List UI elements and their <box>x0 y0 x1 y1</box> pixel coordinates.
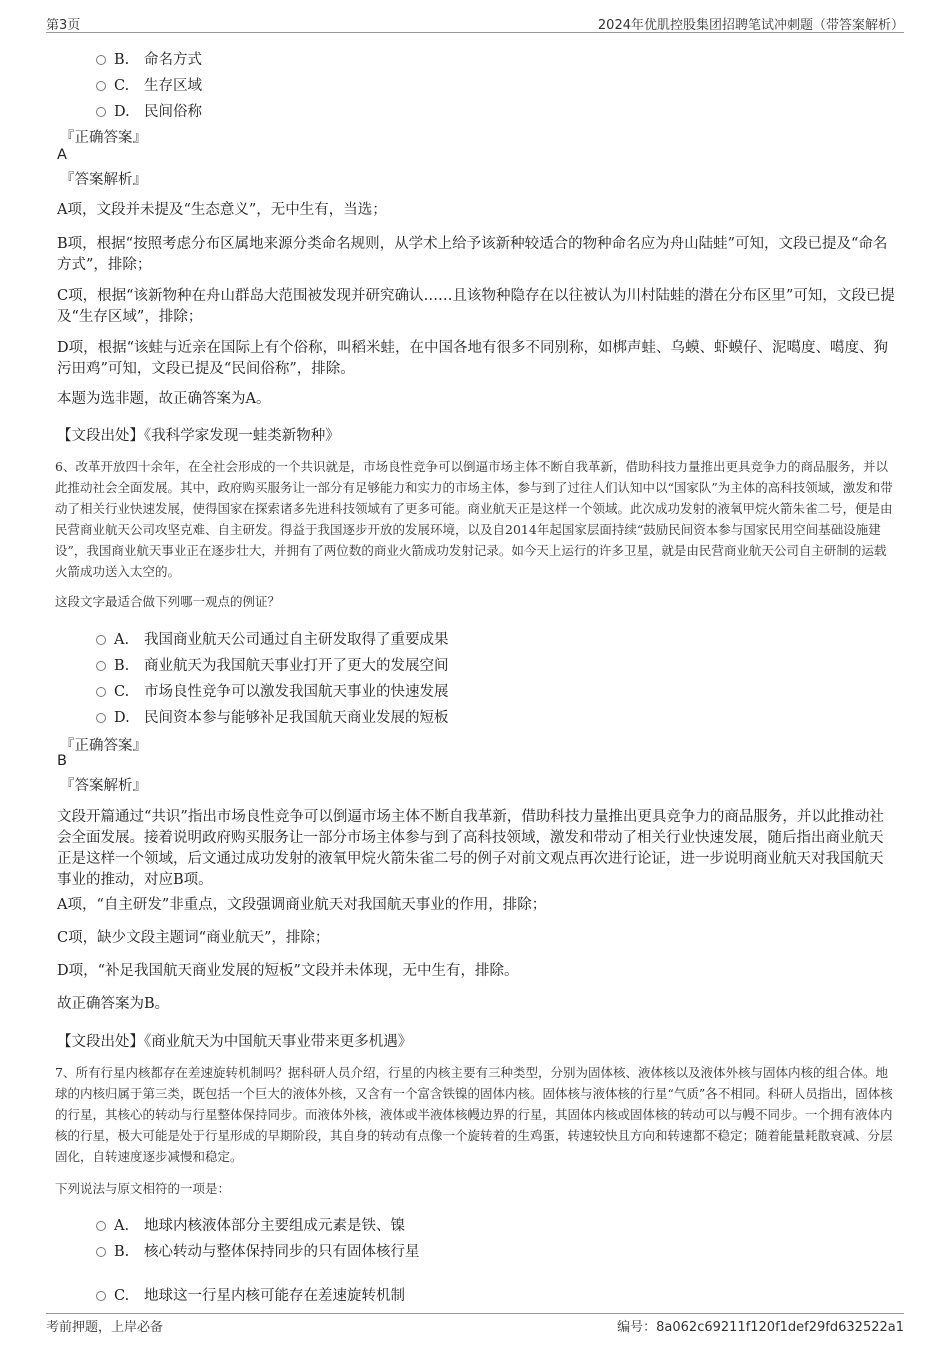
q6-analysis-label: 『答案解析』 <box>60 778 147 794</box>
radio-icon[interactable] <box>96 687 106 697</box>
footer-slogan: 考前押题，上岸必备 <box>46 1320 164 1335</box>
radio-icon[interactable] <box>96 1221 106 1231</box>
radio-icon[interactable] <box>96 81 106 91</box>
q6-conclusion: 故正确答案为B。 <box>57 996 170 1012</box>
q6-option-c[interactable]: C. 市场良性竞争可以激发我国航天事业的快速发展 <box>96 680 449 701</box>
q6-analysis-a: A项，“自主研发”非重点，文段强调商业航天对我国航天事业的作用，排除； <box>57 897 547 913</box>
page-number: 第3页 <box>46 18 81 33</box>
q7-option-a[interactable]: A. 地球内核液体部分主要组成元素是铁、镍 <box>96 1214 405 1235</box>
radio-icon[interactable] <box>96 713 106 723</box>
q5-analysis-a: A项，文段并未提及“生态意义”，无中生有，当选； <box>57 202 387 218</box>
radio-icon[interactable] <box>96 107 106 117</box>
radio-icon[interactable] <box>96 55 106 65</box>
q5-option-c[interactable]: C. 生存区域 <box>96 74 202 95</box>
page-header <box>46 14 904 33</box>
radio-icon[interactable] <box>96 661 106 671</box>
q6-prompt: 这段文字最适合做下列哪一观点的例证？ <box>55 594 281 609</box>
q6-analysis-c: C项，缺少文段主题词“商业航天”，排除； <box>57 930 330 946</box>
q5-analysis-label: 『答案解析』 <box>60 172 147 188</box>
q6-correct-label: 『正确答案』 <box>60 738 147 754</box>
q6-analysis-d: D项，“补足我国航天商业发展的短板”文段并未体现，无中生有，排除。 <box>57 963 519 979</box>
q5-analysis-c: C项，根据“该新物种在舟山群岛大范围被发现并研究确认……且该物种隐存在以往被认为川村陆蛙的潜在分布区里”可知，文段已提及“生存区域”，排除； <box>57 288 895 325</box>
q6-analysis-main: 文段开篇通过“共识”指出市场良性竞争可以倒逼市场主体不断自我革新，借助科技力量推出更具竞争力的商品服务，并以此推动社会全面发展。接着说明政府购买服务让一部分市场主体参与到了高科技领域，激发和带动了相关行业快速发展，随后指出商业航天正是这样一个领域，后文通过成功发射的液氧甲烷火箭朱雀二号的例子对前文观点再次进行论证，进一步说明商业航天对我国航天事业的推动，对应B项。 <box>57 809 884 888</box>
radio-icon[interactable] <box>96 1247 106 1257</box>
q7-option-b[interactable]: B. 核心转动与整体保持同步的只有固体核行星 <box>96 1240 420 1261</box>
q5-correct-label: 『正确答案』 <box>60 130 147 146</box>
q5-conclusion: 本题为选非题，故正确答案为A。 <box>57 391 271 407</box>
radio-icon[interactable] <box>96 635 106 645</box>
q6-option-b[interactable]: B. 商业航天为我国航天事业打开了更大的发展空间 <box>96 654 449 675</box>
q5-option-d[interactable]: D. 民间俗称 <box>96 100 202 121</box>
q7-option-c[interactable]: C. 地球这一行星内核可能存在差速旋转机制 <box>96 1284 405 1305</box>
q5-analysis-d: D项，根据“该蛙与近亲在国际上有个俗称，叫稻米蛙，在中国各地有很多不同别称，如梆声蛙、乌蟆、虾蟆仔、泥噶度、噶度、狗污田鸡”可知，文段已提及“民间俗称”，排除。 <box>57 340 889 377</box>
q6-option-d[interactable]: D. 民间资本参与能够补足我国航天商业发展的短板 <box>96 706 449 727</box>
radio-icon[interactable] <box>96 1291 106 1301</box>
q7-prompt: 下列说法与原文相符的一项是： <box>55 1181 231 1196</box>
q6-answer: B <box>57 753 67 769</box>
q5-analysis-b: B项，根据“按照考虑分布区属地来源分类命名规则，从学术上给予该新种较适合的物种命名应为舟山陆蛙”可知，文段已提及“命名方式”，排除； <box>57 236 888 273</box>
q6-stem: 6、改革开放四十余年，在全社会形成的一个共识就是，市场良性竞争可以倒逼市场主体不断自我革新，借助科技力量推出更具竞争力的商品服务，并以此推动社会全面发展。其中，政府购买服务让一部分有足够能力和实力的市场主体，参与到了过往人们认知中以“国家队”为主体的高科技领域，激发和带动了相关行业快速发展，使得国家在探索诸多先进科技领域有了更多可能。商业航天正是这样一个领域。此次成功发射的液氧甲烷火箭朱雀二号，便是由民营商业航天公司攻坚克难、自主研发。得益于我国逐步开放的发展环境，以及自2014年起国家层面持续“鼓励民间资本参与国家民用空间基础设施建设”，我国商业航天事业正在逐步壮大，并拥有了两位数的商业火箭成功发射记录。如今天上运行的许多卫星，就是由民营商业航天公司自主研制的运载火箭成功送入太空的。 <box>55 459 893 579</box>
document-id: 编号：8a062c69211f120f1def29fd632522a1 <box>617 1320 904 1335</box>
q6-source: 【文段出处】《商业航天为中国航天事业带来更多机遇》 <box>57 1034 413 1050</box>
q5-option-b[interactable]: B. 命名方式 <box>96 48 202 69</box>
q5-answer: A <box>57 147 67 163</box>
page-footer <box>46 1313 904 1334</box>
q5-source: 【文段出处】《我科学家发现一蛙类新物种》 <box>57 428 340 444</box>
document-title: 2024年优肌控股集团招聘笔试冲刺题（带答案解析） <box>597 18 904 33</box>
q6-option-a[interactable]: A. 我国商业航天公司通过自主研发取得了重要成果 <box>96 628 449 649</box>
q7-stem: 7、所有行星内核都存在差速旋转机制吗？据科研人员介绍，行星的内核主要有三种类型，分别为固体核、液体核以及液体外核与固体内核的组合体。地球的内核归属于第三类，既包括一个巨大的液体外核，又含有一个富含铁镍的固体内核。固体核与液体核的行星“气质”各不相同。科研人员指出，固体核的行星，其核心的转动与行星整体保持同步。而液体外核，液体或半液体核幔边界的行星，其固体内核或固体核的转动可以与幔不同步。一个拥有液体内核的行星，极大可能是处于行星形成的早期阶段，其自身的转动有点像一个旋转着的生鸡蛋，转速较快且方向和转速都不稳定；随着能量耗散衰减、分层固化，自转速度逐步减慢和稳定。 <box>55 1065 893 1164</box>
